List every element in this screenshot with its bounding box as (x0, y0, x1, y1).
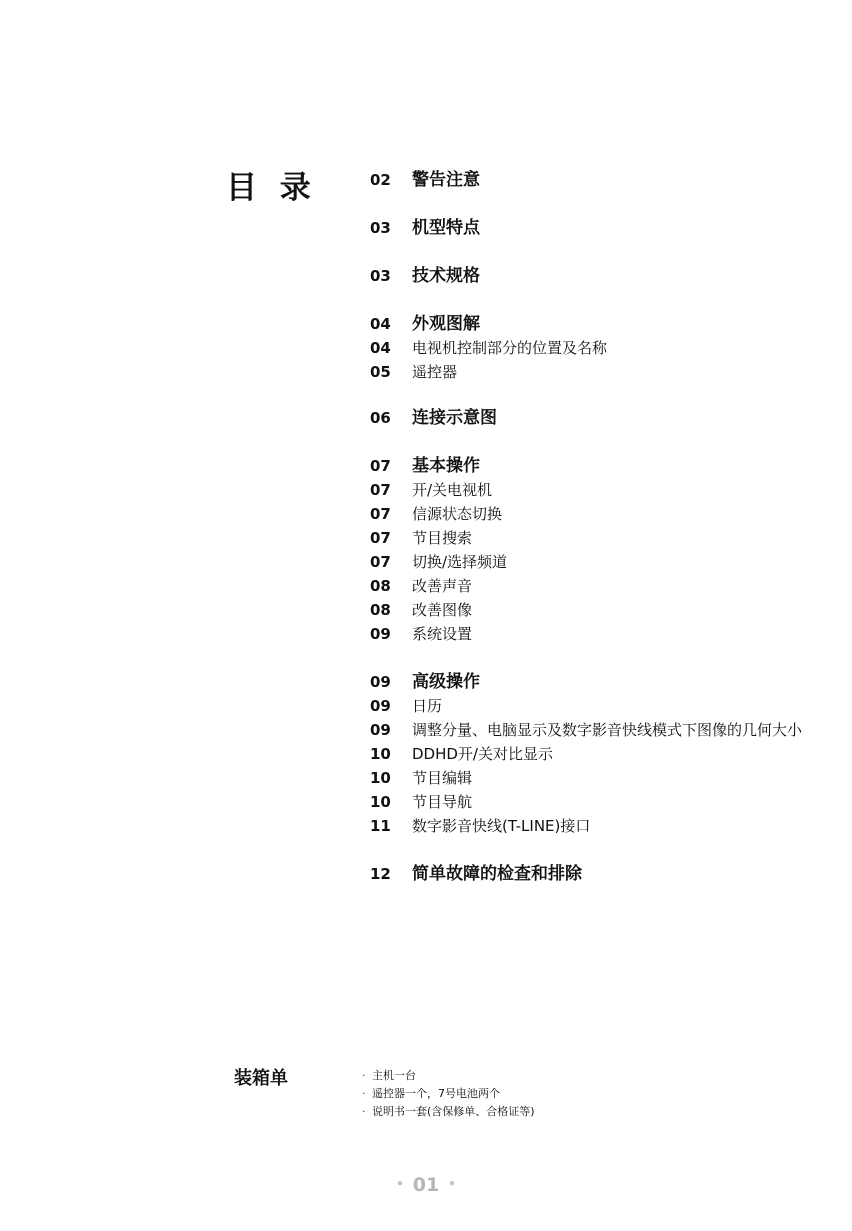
toc-entry-label: 调整分量、电脑显示及数字影音快线模式下图像的几何大小 (412, 721, 803, 739)
toc-section-entry (370, 264, 810, 288)
toc-page-number: 10 (370, 745, 391, 763)
page-number-dot-right: • (448, 1177, 456, 1191)
toc-page-number: 08 (370, 577, 391, 595)
toc-page-number: 09 (370, 625, 391, 643)
page-number-value: 01 (412, 1174, 440, 1196)
toc-page-number: 06 (370, 409, 391, 427)
toc-page-number: 05 (370, 363, 391, 381)
packing-list-item (362, 1103, 535, 1121)
toc-entry (370, 622, 810, 646)
page-number (0, 1174, 852, 1196)
toc-entry-label: 连接示意图 (412, 408, 497, 428)
toc-entry-label: DDHD开/关对比显示 (412, 745, 553, 763)
toc-entry (370, 694, 810, 718)
toc-entry-label: 系统设置 (412, 625, 473, 643)
toc-entry (370, 742, 810, 766)
toc-entry (370, 360, 810, 384)
toc-section-entry (370, 168, 810, 192)
page-number-dot-left: • (396, 1177, 404, 1191)
toc-section-entry (370, 862, 810, 886)
toc-page-number: 09 (370, 673, 391, 691)
packing-list-item (362, 1085, 535, 1103)
toc-entry (370, 718, 810, 742)
toc-page-number: 03 (370, 267, 391, 285)
packing-list-item-label: 遥控器一个，7号电池两个 (372, 1087, 500, 1100)
toc-section-entry (370, 216, 810, 240)
toc-entry (370, 574, 810, 598)
toc-page-number: 07 (370, 553, 391, 571)
toc-entry (370, 814, 810, 838)
toc-section-entry (370, 454, 810, 478)
toc-entry-label: 日历 (412, 697, 443, 715)
toc-entry-label: 改善声音 (412, 577, 473, 595)
toc-entry-label: 外观图解 (412, 314, 480, 334)
toc-page-number: 09 (370, 697, 391, 715)
toc-page-number: 04 (370, 339, 391, 357)
toc-entry (370, 598, 810, 622)
bullet-icon: · (362, 1087, 366, 1100)
toc-list (370, 168, 810, 886)
bullet-icon: · (362, 1105, 366, 1118)
toc-entry (370, 766, 810, 790)
toc-entry-label: 遥控器 (412, 363, 458, 381)
toc-entry-label: 技术规格 (412, 266, 480, 286)
toc-page-number: 03 (370, 219, 391, 237)
toc-entry-label: 数字影音快线(T-LINE)接口 (412, 817, 591, 835)
toc-entry-label: 开/关电视机 (412, 481, 493, 499)
toc-entry-label: 改善图像 (412, 601, 473, 619)
toc-section-entry (370, 406, 810, 430)
toc-entry-label: 信源状态切换 (412, 505, 503, 523)
toc-entry-label: 高级操作 (412, 672, 480, 692)
bullet-icon: · (362, 1069, 366, 1082)
toc-entry-label: 警告注意 (412, 170, 480, 190)
toc-entry (370, 502, 810, 526)
toc-entry-label: 节目导航 (412, 793, 473, 811)
toc-page-number: 07 (370, 529, 391, 547)
toc-entry (370, 790, 810, 814)
toc-section-entry (370, 312, 810, 336)
toc-page-number: 08 (370, 601, 391, 619)
toc-entry (370, 336, 810, 360)
toc-page-number: 12 (370, 865, 391, 883)
toc-entry (370, 550, 810, 574)
toc-page-number: 02 (370, 171, 391, 189)
toc-page-number: 10 (370, 793, 391, 811)
packing-list-item-label: 主机一台 (372, 1069, 416, 1082)
toc-page-number: 07 (370, 457, 391, 475)
toc-entry-label: 电视机控制部分的位置及名称 (412, 339, 608, 357)
toc-entry (370, 478, 810, 502)
toc-entry-label: 简单故障的检查和排除 (412, 864, 582, 884)
toc-page-number: 04 (370, 315, 391, 333)
packing-list-title: 装箱单 (234, 1068, 288, 1089)
toc-page-number: 09 (370, 721, 391, 739)
toc-section-entry (370, 670, 810, 694)
toc-heading: 目 录 (226, 170, 317, 206)
toc-page-number: 07 (370, 481, 391, 499)
toc-entry (370, 526, 810, 550)
packing-list-item-label: 说明书一套(含保修单、合格证等) (372, 1105, 535, 1118)
toc-entry-label: 机型特点 (412, 218, 480, 238)
toc-entry-label: 切换/选择频道 (412, 553, 508, 571)
toc-page-number: 11 (370, 817, 391, 835)
toc-page-number: 07 (370, 505, 391, 523)
toc-entry-label: 节目搜索 (412, 529, 473, 547)
toc-page-number: 10 (370, 769, 391, 787)
packing-list (362, 1067, 535, 1121)
toc-entry-label: 基本操作 (412, 456, 480, 476)
packing-list-item (362, 1067, 535, 1085)
toc-entry-label: 节目编辑 (412, 769, 473, 787)
